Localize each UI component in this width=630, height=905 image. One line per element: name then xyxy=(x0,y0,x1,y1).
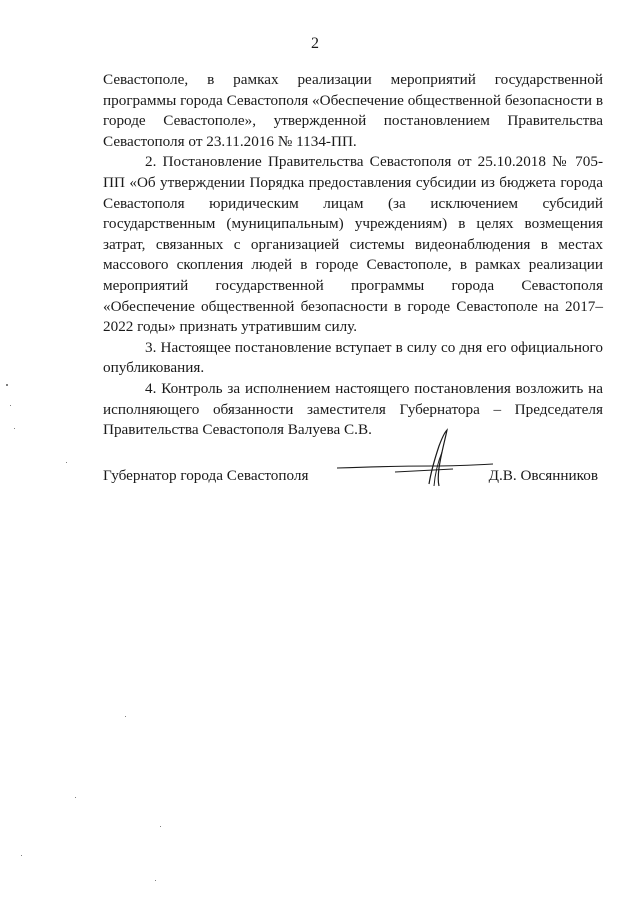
page-number: 2 xyxy=(311,35,319,52)
paragraph-item-3: 3. Настоящее постановление вступает в силу со дня его официального опубликования. xyxy=(103,338,603,377)
scan-speck xyxy=(6,384,8,386)
paragraph-continuation: Севастополе, в рамках реализации мероприятий государственной программы города Севастополя «Обеспечение общественной безопасности в городе Севастополе», утвержденной постановлением Правительства Севастополя от 23.11.2016 № 1134-ПП. xyxy=(103,71,603,150)
scan-speck xyxy=(155,880,156,881)
scan-speck xyxy=(125,716,126,717)
paragraph-item-2: 2. Постановление Правительства Севастополя от 25.10.2018 № 705-ПП «Об утверждении Порядка предоставления субсидии из бюджета города Севастополя юридическим лицам (за исключением субсидий государственным (муниципальным) учреждениям) в целях возмещения затрат, связанных с организацией системы видеонаблюдения в местах массового скопления людей в городе Севастополе, в рамках реализации мероприятий государственной программы города Севастополя «Обеспечение общественной безопасности в городе Севастополе на 2017–2022 годы» признать утратившим силу. xyxy=(103,153,603,336)
paragraph-item-4: 4. Контроль за исполнением настоящего постановления возложить на исполняющего обязанности заместителя Губернатора – Председателя Правительства Севастополя Валуева С.В. xyxy=(103,379,603,439)
scan-speck xyxy=(14,428,15,429)
signature-block xyxy=(103,466,603,490)
document-body xyxy=(103,70,603,441)
scan-speck xyxy=(160,826,161,827)
signatory-position: Губернатор города Севастополя xyxy=(103,467,309,484)
scan-speck xyxy=(66,462,67,463)
scan-speck xyxy=(10,405,11,406)
scan-speck xyxy=(75,797,76,798)
signatory-name: Д.В. Овсянников xyxy=(488,467,598,484)
scan-speck xyxy=(21,855,22,856)
